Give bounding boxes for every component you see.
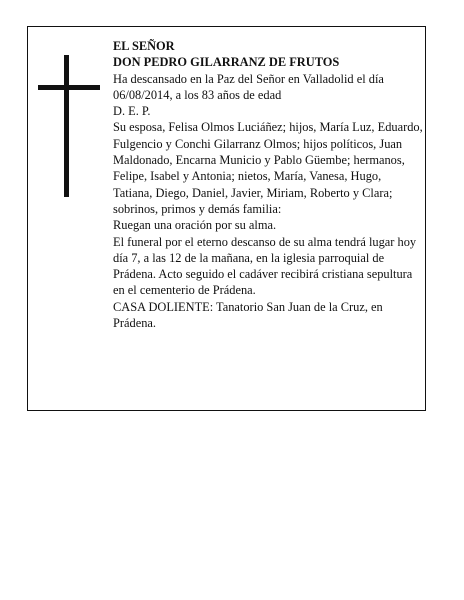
funeral-details: El funeral por el eterno descanso de su alma tendrá lugar hoy día 7, a las 12 de la mañana, en la iglesia parroquial de Prádena. Acto seguido el cadáver recibirá cristiana sepultura en el cementerio de Prádena.: [113, 234, 417, 298]
cross-icon: [38, 55, 100, 197]
prayer-request: Ruegan una oración por su alma.: [113, 218, 277, 233]
obituary-text: [113, 38, 423, 331]
death-statement: Ha descansado en la Paz del Señor en Valladolid el día 06/08/2014, a los 83 años de edad: [113, 71, 384, 102]
rip-line: D. E. P.: [113, 104, 151, 119]
cross-horizontal-bar: [38, 85, 100, 90]
family-list: Su esposa, Felisa Olmos Luciáñez; hijos, María Luz, Eduardo, Fulgencio y Conchi Gilarranz Olmos; hijos políticos, Juan Maldonado, Encarna Municio y Pablo Güembe; hermanos, Felipe, Isabel y Antonia; nietos, María, Vanesa, Hugo, Tatiana, Diego, Daniel, Javier, Miriam, Roberto y Clara; sobrinos, primos y demás familia:: [113, 120, 423, 216]
cross-vertical-bar: [64, 55, 69, 197]
deceased-name: DON PEDRO GILARRANZ DE FRUTOS: [113, 55, 340, 70]
notice-heading: EL SEÑOR: [113, 39, 175, 53]
mourning-house: CASA DOLIENTE: Tanatorio San Juan de la Cruz, en Prádena.: [113, 299, 383, 331]
